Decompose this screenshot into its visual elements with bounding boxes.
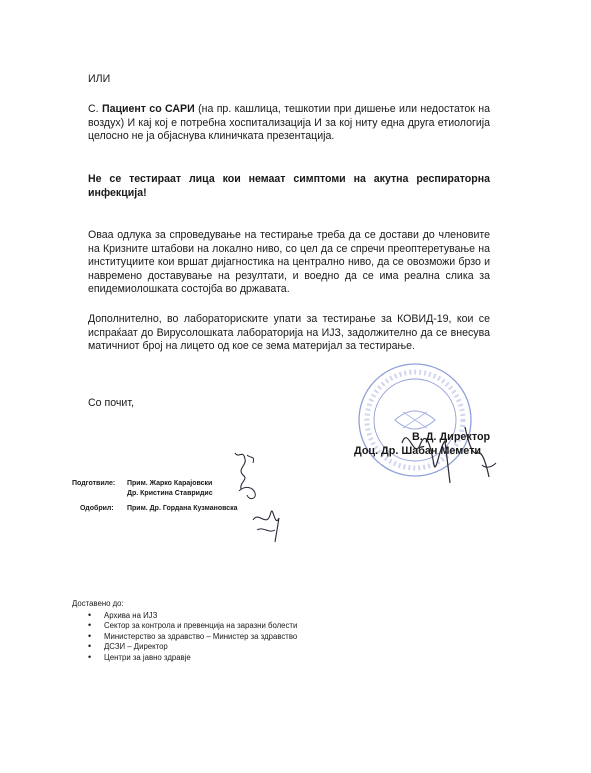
list-item: • Министерство за здравство – Министер за здравство xyxy=(72,632,312,642)
list-item: • Центри за јавно здравје xyxy=(72,653,312,663)
list-item: • Сектор за контрола и превенција на заразни болести xyxy=(72,621,312,631)
prepared-label: Подготвиле: xyxy=(72,480,116,487)
initials-icon xyxy=(225,445,265,505)
signature-name: Доц. Др. Шабан Мемети xyxy=(354,445,482,457)
signature-title: В. Д. Директор xyxy=(412,431,491,443)
approved-name: Прим. Др. Гордана Кузмановска xyxy=(127,505,238,512)
initials-icon xyxy=(245,500,295,550)
criteria-c-bold: Пациент со САРИ xyxy=(101,103,195,115)
approved-label: Одобрил: xyxy=(80,505,114,512)
ili-label: ИЛИ xyxy=(88,73,111,85)
criteria-c-text: (на пр. кашлица, тешкотии при дишење или недостаток на воздух) И кај кој е потребна хоспитализација И за кој ниту една друга етиологија целосно не ја објаснува клиничката презентација. xyxy=(88,103,490,143)
prepared-name-2: Др. Кристина Ставридис xyxy=(127,490,213,497)
criteria-c-prefix: С. xyxy=(88,103,102,115)
prepared-name-1: Прим. Жарко Карајовски xyxy=(127,480,213,487)
criteria-c-paragraph xyxy=(88,103,490,144)
closing-text: Со почит, xyxy=(88,397,134,409)
additional-paragraph: Дополнително, во лабораториските упати за тестирање за КОВИД-19, кои се испраќаат до Вирусолошката лабораторија на ИЈЗ, задолжително да се внесува матичниот број на лицето од кое се зема материјал за тестирање. xyxy=(88,313,490,353)
list-item: • ДСЗИ – Директор xyxy=(72,642,312,652)
delivered-list xyxy=(72,599,312,664)
delivered-label: Доставено до: xyxy=(72,599,124,608)
decision-paragraph: Оваа одлука за спроведување на тестирање треба да се достави до членовите на Кризните штабови на локално ниво, со цел да се спречи преоптеретување на институциите кои вршат дијагностика на централно ниво, да се овозможи брзо и навремено доставување на резултати, и воедно да се има реална слика за епидемиолошката состојба во државата. xyxy=(88,229,490,296)
warning-text: Не се тестираат лица кои немаат симптоми на акутна респираторна инфекција! xyxy=(88,173,490,199)
list-item: • Архива на ИЈЗ xyxy=(72,611,312,621)
